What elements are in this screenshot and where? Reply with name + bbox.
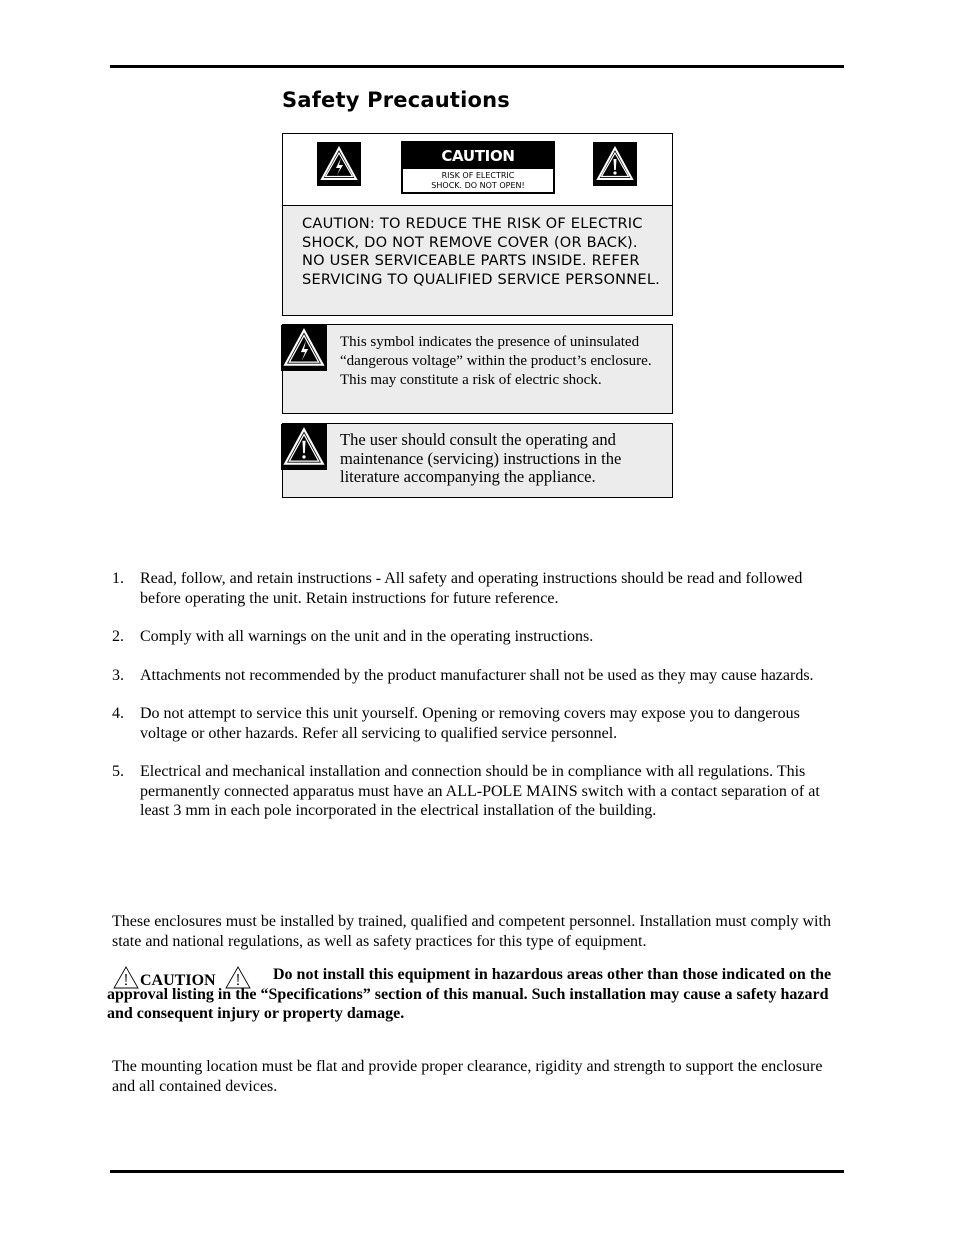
caution-inline-label [112, 965, 252, 996]
lightning-triangle-icon [317, 142, 361, 186]
list-item [112, 627, 832, 647]
list-item-number: 5. [112, 763, 124, 780]
footer-rule [110, 1170, 844, 1173]
exclamation-triangle-icon [593, 142, 637, 186]
mounting-paragraph: The mounting location must be flat and provide proper clearance, rigidity and strength to support the enclosure and all contained devices. [112, 1058, 823, 1095]
list-item-number: 2. [112, 628, 124, 645]
caution-statement-box [283, 206, 672, 315]
warning-triangle-icon [224, 965, 252, 989]
voltage-symbol-note [282, 324, 673, 414]
list-item [112, 762, 832, 821]
list-item-number: 3. [112, 666, 124, 684]
list-item-text: Comply with all warnings on the unit and in the operating instructions. [140, 628, 594, 645]
list-item-text: Attachments not recommended by the product manufacturer shall not be used as they may cause hazards. [140, 666, 814, 684]
caution-label-row [283, 134, 672, 206]
caution-label [401, 141, 555, 194]
list-item-text: Do not attempt to service this unit yourself. Opening or removing covers may expose you to dangerous voltage or other hazards. Refer all servicing to qualified service personnel. [140, 705, 800, 742]
caution-label-subtext [403, 169, 553, 191]
list-item-text: Read, follow, and retain instructions - All safety and operating instructions should be read and followed before operating the unit. Retain instructions for future reference. [140, 570, 803, 607]
header-rule [110, 65, 844, 68]
list-item-text: Electrical and mechanical installation and connection should be in compliance with all regulations. This permanently connected apparatus must have an ALL-POLE MAINS switch with a contact separation of at least 3 mm in each pole incorporated in the electrical installation of the building. [140, 763, 820, 819]
caution-statement: CAUTION: TO REDUCE THE RISK OF ELECTRIC SHOCK, DO NOT REMOVE COVER (OR BACK). NO USER SERVICEABLE PARTS INSIDE. REFER SERVICING TO QUALIFIED SERVICE PERSONNEL. [302, 215, 660, 289]
caution-label-subtext-line1: RISK OF ELECTRIC [441, 171, 515, 180]
caution-inline-text: CAUTION [140, 972, 216, 989]
safety-instructions-list [112, 569, 832, 821]
exclamation-triangle-icon [281, 424, 327, 470]
caution-label-heading: CAUTION [403, 143, 553, 169]
list-item-number: 4. [112, 705, 124, 722]
manual-symbol-text: The user should consult the operating and maintenance (servicing) instructions in the literature accompanying the appliance. [340, 430, 622, 486]
manual-symbol-note [282, 423, 673, 498]
list-item-number: 1. [112, 570, 124, 587]
lightning-triangle-icon [281, 325, 327, 371]
caution-panel [282, 133, 673, 316]
hazard-warning [107, 965, 842, 1024]
caution-label-subtext-line2: SHOCK. DO NOT OPEN! [431, 181, 525, 190]
warning-triangle-icon [112, 965, 140, 989]
installers-paragraph: These enclosures must be installed by trained, qualified and competent personnel. Installation must comply with state and national regulations, as well as safety practices for this type of equipment. [112, 913, 831, 950]
list-item [112, 704, 832, 743]
list-item [112, 666, 832, 686]
hazard-warning-body: Do not install this equipment in hazardous areas other than those indicated on the approval listing in the “Specifications” section of this manual. Such installation may cause a safety hazard and consequent injury or property damage. [107, 966, 832, 1022]
page-title: Safety Precautions [282, 88, 510, 112]
list-item [112, 569, 832, 608]
voltage-symbol-text: This symbol indicates the presence of uninsulated “dangerous voltage” within the product’s enclosure. This may constitute a risk of electric shock. [340, 334, 652, 388]
